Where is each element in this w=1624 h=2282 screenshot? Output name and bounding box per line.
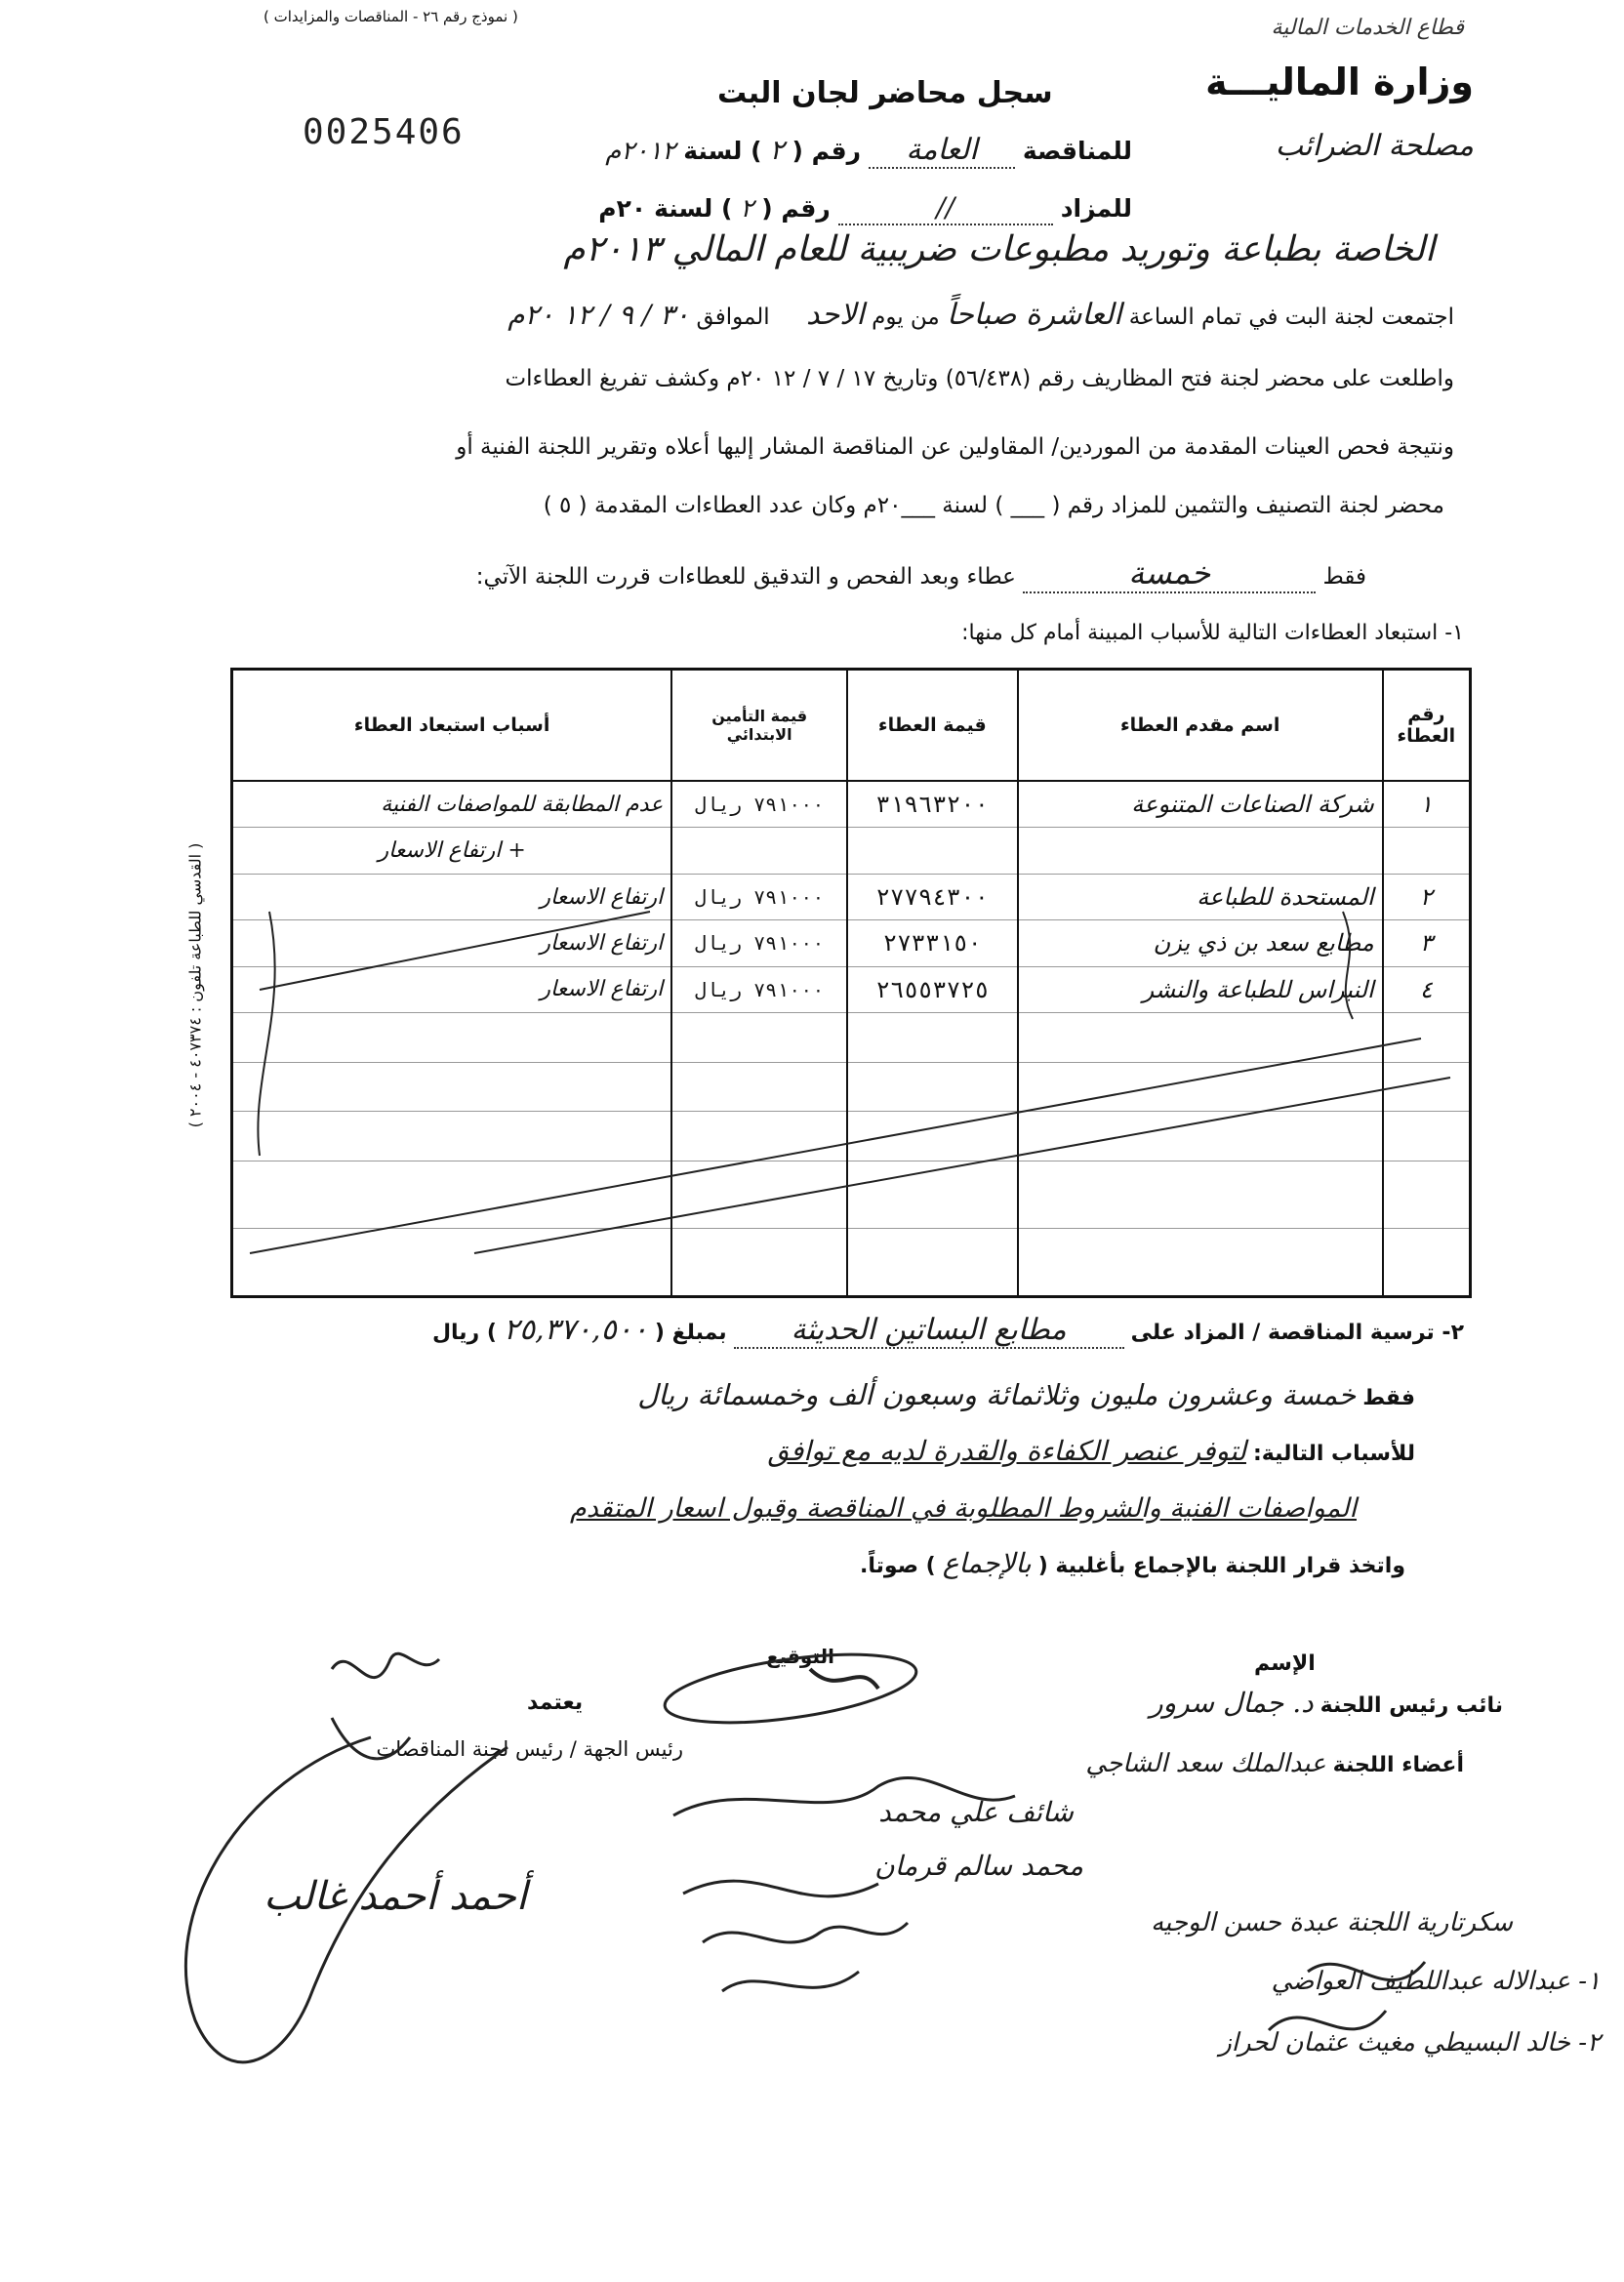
form-number: ( نموذج رقم ٢٦ - المناقصات والمزايدات ) <box>264 8 518 25</box>
tender-value: العامة <box>869 133 1015 169</box>
decision-line <box>625 1547 1405 1579</box>
secretary-name: ١- عبدالاله عبداللطيف العواضي <box>1271 1967 1601 1996</box>
award-label: ٢- ترسية المناقصة / المزاد على <box>1130 1321 1464 1345</box>
printer-side-note: ( القدسي للطباعة تلفون : ٤٠٧٣٧٤ - ٢٠٠٤ ) <box>185 842 205 1128</box>
chair-name: د. جمال سرور <box>1150 1687 1314 1719</box>
award-line <box>254 1313 1464 1349</box>
reasons-label: للأسباب التالية: <box>1252 1442 1415 1466</box>
row-bidder: المستحدة للطباعة <box>1018 874 1383 919</box>
meeting-line5 <box>332 554 1366 593</box>
row-reason: ارتفاع الاسعار <box>232 874 672 919</box>
approval-label: يعتمد <box>527 1691 584 1715</box>
meeting-line1 <box>254 298 1454 332</box>
meeting-date: ٣٠ / ٩ / ١٢ ٢٠م <box>508 299 690 331</box>
amount-words: خمسة وعشرون مليون وثلاثمائة وسبعون ألف وخمسمائة ريال <box>637 1378 1357 1411</box>
decision-value: بالإجماع <box>942 1547 1032 1579</box>
chair-label: نائب رئيس اللجنة <box>1320 1693 1503 1718</box>
row-bidder: شركة الصناعات المتنوعة <box>1018 781 1383 828</box>
meeting-line4: محضر لجنة التصنيف والتثمين للمزاد رقم ( ___ ) لسنة ___٢٠م وكان عدد العطاءات المقدمة ( ٥ ) <box>543 493 1444 518</box>
meeting-day-label: من يوم <box>872 305 940 330</box>
ministry-top-handwritten: قطاع الخدمات المالية <box>1271 16 1464 40</box>
member-name: شائف علي محمد <box>878 1796 1074 1828</box>
meeting-day: الاحد <box>806 298 865 332</box>
approver-name: أحمد أحمد غالب <box>264 1874 527 1919</box>
header-reason: أسباب استبعاد العطاء <box>232 670 672 782</box>
member-name: محمد سالم قرمان <box>874 1850 1083 1882</box>
name-header: الإسم <box>1254 1651 1316 1676</box>
table-strike-lines <box>230 668 1472 1298</box>
row-value: ٢٧٧٩٤٣٠٠ <box>847 874 1018 919</box>
signature-scribbles <box>0 1601 1624 2108</box>
member-name: عبدة حسن الوجيه <box>1151 1908 1339 1937</box>
row-insurance: ٧٩١٠٠٠ ريال <box>671 874 847 919</box>
header-offer-no: رقم العطاء <box>1383 670 1471 782</box>
meeting-line3: ونتيجة فحص العينات المقدمة من الموردين/ المقاولين عن المناقصة المشار إليها أعلاه وتقرير اللجنة الفنية أو <box>456 434 1454 460</box>
tender-line <box>527 133 1132 180</box>
ministry-handwritten: مصلحة الضرائب <box>1275 129 1474 163</box>
decision-end: ) صوتاً. <box>860 1554 936 1578</box>
meeting-prefix: اجتمعت لجنة البت في تمام الساعة <box>1128 305 1454 330</box>
row-value: ٢٧٣٣١٥٠ <box>847 920 1018 966</box>
reason-line2: المواصفات الفنية والشروط المطلوبة في المناقصة وقبول اسعار المتقدم <box>570 1493 1357 1524</box>
number-value: ٢ <box>769 134 785 166</box>
page-title: سجل محاضر لجان البت <box>717 76 1053 110</box>
reasons-line1 <box>312 1435 1415 1467</box>
tender-subject: الخاصة بطباعة وتوريد مطبوعات ضريبية للعام المالي ٢٠١٣م <box>563 229 1435 269</box>
year-value: ٢٠١٢م <box>605 137 676 166</box>
amount-only-label: فقط <box>1362 1386 1415 1410</box>
auction-year: ٢٠م <box>598 194 647 223</box>
row-no: ٣ <box>1383 920 1471 966</box>
row-value: ٣١٩٦٣٢٠٠ <box>847 781 1018 828</box>
row-no: ٤ <box>1383 966 1471 1012</box>
number-label: رقم ( <box>792 137 861 165</box>
row-reason: ارتفاع الاسعار <box>232 966 672 1012</box>
tender-label: للمناقصة <box>1022 137 1132 165</box>
secretary-name: ٢- خالد البسيطي مغيث عثمان لحراز <box>1219 2028 1601 2058</box>
header-bidder: اسم مقدم العطاء <box>1018 670 1383 782</box>
auction-value: // <box>838 191 1053 225</box>
auction-label: للمزاد <box>1060 194 1132 223</box>
row-no: ٢ <box>1383 874 1471 919</box>
reason-line1: لتوفر عنصر الكفاءة والقدرة لديه مع توافق <box>767 1435 1246 1467</box>
currency-label: ) ريال <box>431 1321 497 1345</box>
member-name: عبدالملك سعد الشاجي <box>1085 1749 1326 1778</box>
row-reason: ارتفاع الاسعار <box>232 920 672 966</box>
award-to: مطابع البساتين الحديثة <box>734 1313 1124 1349</box>
auction-number: ٢ <box>740 194 754 224</box>
auction-year-label: ) لسنة <box>654 194 733 223</box>
row-insurance: ٧٩١٠٠٠ ريال <box>671 781 847 828</box>
amount-words-line <box>264 1378 1415 1411</box>
row-insurance: ٧٩١٠٠٠ ريال <box>671 920 847 966</box>
row-insurance: ٧٩١٠٠٠ ريال <box>671 966 847 1012</box>
award-amount: ٢٥,٣٧٠,٥٠٠ <box>503 1313 648 1347</box>
ministry-name: وزارة الماليـــة <box>1205 61 1474 103</box>
header-insurance: قيمة التأمين الابتدائي <box>671 670 847 782</box>
header-value: قيمة العطاء <box>847 670 1018 782</box>
serial-number: 0025406 <box>303 112 465 152</box>
members-label: أعضاء اللجنة <box>1332 1753 1464 1777</box>
meeting-time: العاشرة صباحاً <box>947 298 1122 332</box>
year-label: ) لسنة <box>683 137 762 165</box>
signature-header: التوقيع <box>766 1645 834 1668</box>
auction-line <box>508 191 1132 234</box>
offers-written: خمسة <box>1023 554 1316 593</box>
section1-title: ١- استبعاد العطاءات التالية للأسباب المبينة أمام كل منها: <box>961 621 1464 645</box>
row-reason-extra: + ارتفاع الاسعار <box>232 828 672 874</box>
only-label: فقط <box>1322 564 1366 590</box>
meeting-date-label: الموافق <box>696 305 770 330</box>
row-bidder: النبراس للطباعة والنشر <box>1018 966 1383 1012</box>
row-bidder: مطابع سعد بن ذي يزن <box>1018 920 1383 966</box>
row-reason: عدم المطابقة للمواصفات الفنية <box>232 781 672 828</box>
auction-number-label: رقم ( <box>761 194 831 223</box>
decision-label: واتخذ قرار اللجنة بالإجماع بأغلبية ( <box>1037 1554 1405 1578</box>
meeting-line5-rest: عطاء وبعد الفحص و التدقيق للعطاءات قررت اللجنة الآتي: <box>475 564 1016 590</box>
approval-sub: رئيس الجهة / رئيس لجنة المناقصات <box>376 1737 683 1761</box>
amount-label: بمبلغ ( <box>654 1321 727 1345</box>
row-no: ١ <box>1383 781 1471 828</box>
row-value: ٢٦٥٥٣٧٢٥ <box>847 966 1018 1012</box>
meeting-line2: واطلعت على محضر لجنة فتح المظاريف رقم (٥٦/٤٣٨) وتاريخ ١٧ / ٧ / ١٢ ٢٠م وكشف تفريغ العطاءات <box>505 366 1454 391</box>
rapporteur-label: سكرتارية اللجنة <box>1347 1908 1513 1937</box>
